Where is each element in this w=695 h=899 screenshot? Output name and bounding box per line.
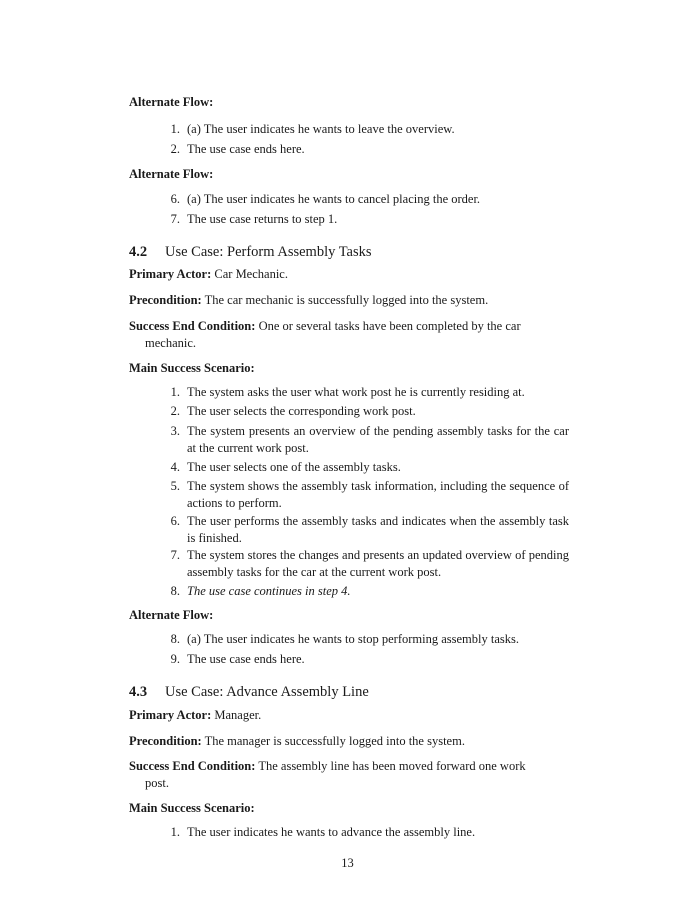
primary-actor-paragraph	[129, 707, 569, 724]
list-item-number: 2.	[170, 142, 180, 156]
section-title: Use Case: Advance Assembly Line	[165, 684, 369, 700]
success-end-condition-label: Success End Condition:	[129, 759, 256, 773]
page-number: 13	[341, 856, 354, 870]
list-item-number: 1.	[170, 385, 180, 399]
list-item-number: 9.	[170, 652, 180, 666]
list-item-number: 5.	[170, 479, 180, 493]
list-item: The system shows the assembly task information, including the sequence of actions to perform.	[187, 479, 569, 510]
list-item: The use case returns to step 1.	[187, 212, 338, 226]
list-item: The user performs the assembly tasks and indicates when the assembly task is finished.	[187, 514, 569, 545]
list-item: The user indicates he wants to advance the assembly line.	[187, 825, 476, 839]
list-item-number: 7.	[170, 212, 180, 226]
list-item-number: 6.	[170, 514, 180, 528]
success-end-condition-line: One or several tasks have been completed by the car	[258, 319, 521, 333]
list-item: The use case continues in step 4.	[187, 584, 351, 598]
list-item-number: 3.	[170, 424, 180, 438]
section-title: Use Case: Perform Assembly Tasks	[165, 244, 372, 260]
list-item-number: 4.	[170, 460, 180, 474]
success-end-condition-paragraph	[129, 318, 569, 352]
list-item: The system presents an overview of the pending assembly tasks for the car at the current work post.	[187, 424, 569, 455]
success-end-condition-line: post.	[145, 776, 169, 790]
list-item: The use case ends here.	[187, 142, 305, 156]
list-item-number: 7.	[170, 548, 180, 562]
precondition-paragraph	[129, 733, 569, 750]
list-item-number: 1.	[170, 825, 180, 839]
list-item-number: 8.	[170, 632, 180, 646]
precondition-paragraph	[129, 292, 569, 309]
list-item: The system asks the user what work post he is currently residing at.	[187, 385, 525, 399]
success-end-condition-label: Success End Condition:	[129, 319, 256, 333]
primary-actor-value: Manager.	[214, 708, 262, 722]
success-end-condition-line: mechanic.	[145, 336, 197, 350]
list-item: (a) The user indicates he wants to cancel placing the order.	[187, 192, 481, 206]
section-number: 4.3	[129, 684, 148, 700]
precondition-label: Precondition:	[129, 734, 202, 748]
primary-actor-paragraph	[129, 266, 569, 283]
section-heading	[129, 682, 369, 702]
list-item-number: 8.	[170, 584, 180, 598]
main-success-scenario-heading: Main Success Scenario:	[129, 801, 255, 815]
list-item-number: 2.	[170, 404, 180, 418]
alternate-flow-heading: Alternate Flow:	[129, 608, 214, 622]
list-item: (a) The user indicates he wants to stop performing assembly tasks.	[187, 632, 519, 646]
list-item: The user selects the corresponding work post.	[187, 404, 416, 418]
section-number: 4.2	[129, 244, 148, 260]
precondition-value: The car mechanic is successfully logged into the system.	[204, 293, 489, 307]
main-success-scenario-heading: Main Success Scenario:	[129, 361, 255, 375]
alternate-flow-heading: Alternate Flow:	[129, 167, 214, 181]
primary-actor-label: Primary Actor:	[129, 267, 212, 281]
success-end-condition-paragraph	[129, 758, 569, 792]
section-heading	[129, 242, 372, 262]
precondition-value: The manager is successfully logged into the system.	[204, 734, 465, 748]
list-item: (a) The user indicates he wants to leave the overview.	[187, 122, 455, 136]
list-item: The user selects one of the assembly tasks.	[187, 460, 401, 474]
list-item: The use case ends here.	[187, 652, 305, 666]
primary-actor-value: Car Mechanic.	[214, 267, 288, 281]
alternate-flow-heading: Alternate Flow:	[129, 95, 214, 109]
list-item-number: 6.	[170, 192, 180, 206]
precondition-label: Precondition:	[129, 293, 202, 307]
primary-actor-label: Primary Actor:	[129, 708, 212, 722]
list-item: The system stores the changes and presents an updated overview of pending assembly tasks for the car at the current work post.	[187, 548, 569, 579]
list-item-number: 1.	[170, 122, 180, 136]
success-end-condition-line: The assembly line has been moved forward one work	[258, 759, 526, 773]
